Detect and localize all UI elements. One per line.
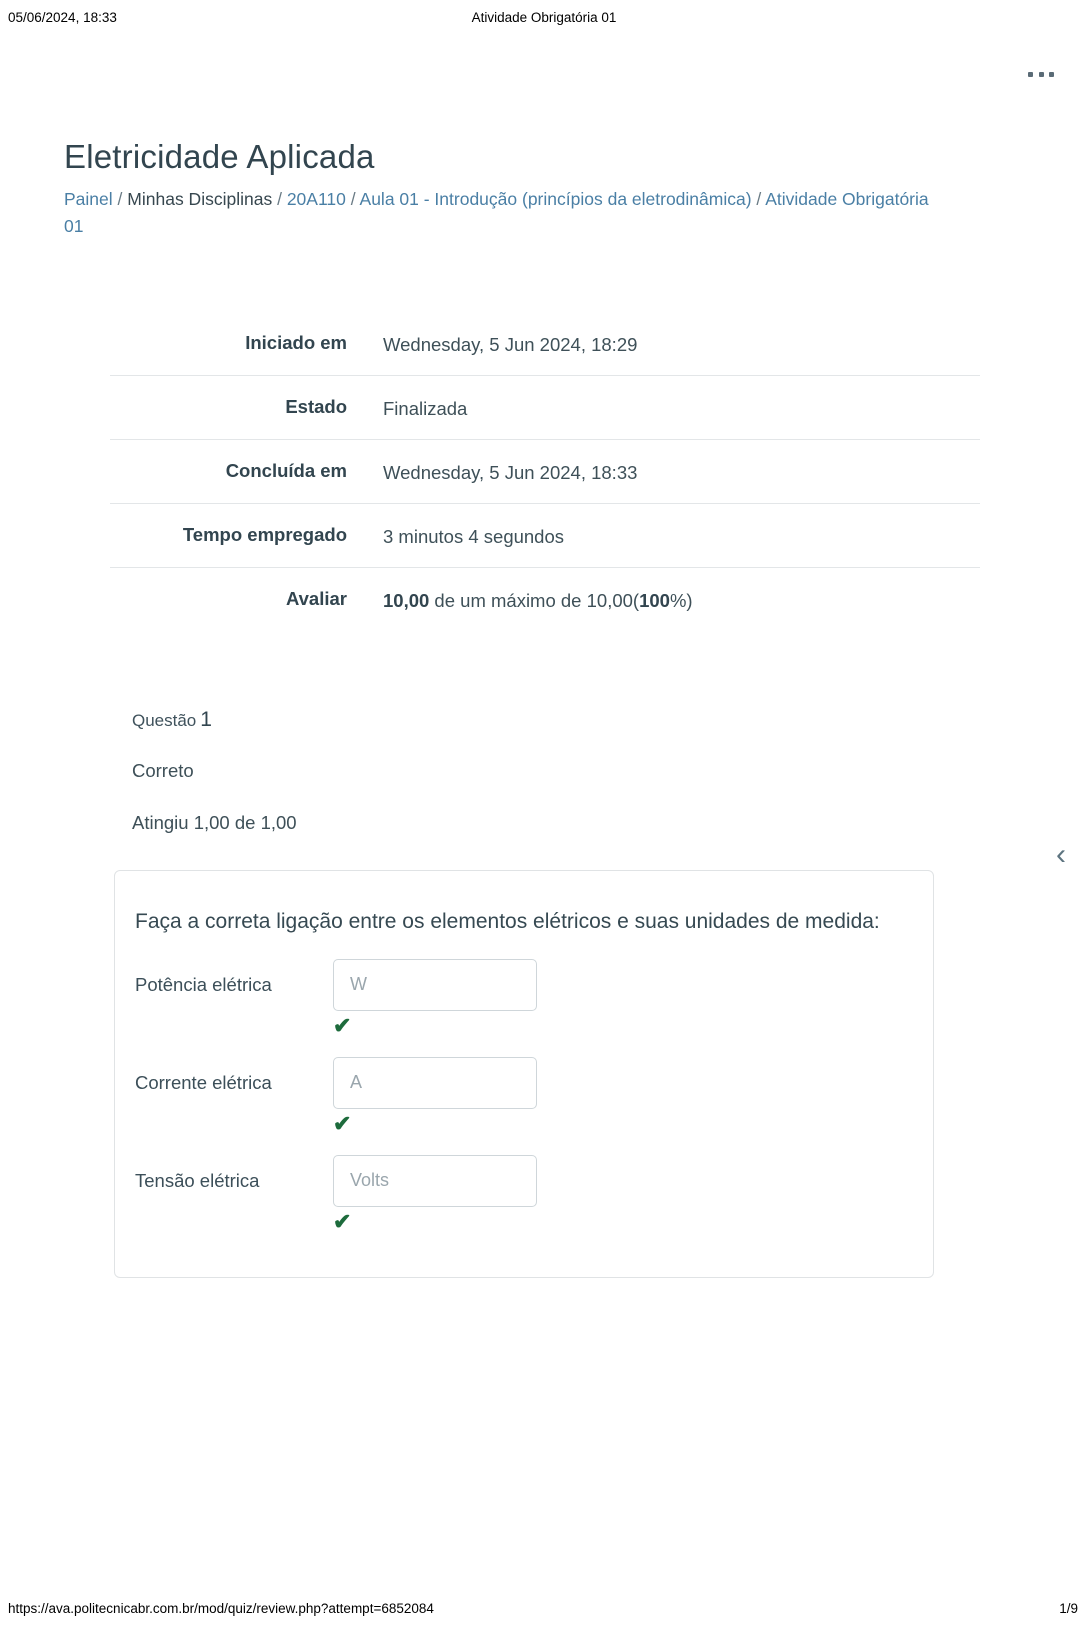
- match-select-tensao-eletrica[interactable]: Volts: [333, 1155, 537, 1207]
- check-icon: ✔: [333, 1110, 352, 1136]
- grade-score: 10,00: [383, 589, 430, 611]
- breadcrumb-item-painel[interactable]: Painel: [64, 189, 113, 209]
- question-text: Faça a correta ligação entre os elementos elétricos e suas unidades de medida:: [135, 910, 880, 934]
- summary-label-concluida-em: Concluída em: [225, 459, 347, 481]
- breadcrumb-item-aula-01[interactable]: Aula 01 - Introdução (princípios da eletrodinâmica): [359, 189, 752, 209]
- summary-label-tempo-empregado: Tempo empregado: [182, 523, 347, 545]
- table-row: [110, 376, 980, 440]
- grade-suffix-text: %): [669, 589, 693, 611]
- grade-middle-text: de um máximo de 10,00(: [429, 589, 640, 611]
- match-feedback-corrente-eletrica: [333, 1109, 909, 1139]
- check-icon: ✔: [333, 1208, 352, 1234]
- attempt-summary-table: [110, 312, 980, 630]
- summary-label-estado: Estado: [285, 396, 347, 418]
- table-row: [110, 567, 980, 630]
- match-feedback-potencia-eletrica: [333, 1011, 909, 1041]
- breadcrumb-separator: /: [350, 189, 356, 209]
- summary-value-iniciado-em: Wednesday, 5 Jun 2024, 18:29: [383, 334, 638, 356]
- question-label: [132, 708, 1024, 732]
- print-header-datetime: 05/06/2024, 18:33: [8, 9, 117, 25]
- more-actions-icon[interactable]: [1028, 64, 1054, 84]
- question-number: 1: [200, 708, 212, 732]
- summary-label-iniciado-em: Iniciado em: [245, 332, 347, 354]
- match-row-potencia-eletrica: [135, 959, 909, 1011]
- match-term-label: Potência elétrica: [135, 973, 272, 995]
- grade-percent: 100: [639, 589, 670, 611]
- table-row: [110, 312, 980, 375]
- print-header-title: Atividade Obrigatória 01: [471, 9, 617, 25]
- match-term-label: Tensão elétrica: [135, 1169, 260, 1191]
- match-term-label: Corrente elétrica: [135, 1071, 272, 1093]
- summary-value-estado: Finalizada: [383, 398, 468, 420]
- match-row-tensao-eletrica: [135, 1155, 909, 1207]
- summary-value-avaliar: [365, 567, 980, 630]
- match-select-corrente-eletrica[interactable]: A: [333, 1057, 537, 1109]
- breadcrumb-separator: /: [277, 189, 282, 209]
- question-header: [132, 708, 1024, 834]
- print-footer-url: https://ava.politecnicabr.com.br/mod/quiz/review.php?attempt=6852084: [8, 1600, 434, 1616]
- breadcrumb-item-atividade-obrigatoria-01[interactable]: Atividade Obrigatória 01: [64, 189, 929, 237]
- table-row: [110, 503, 980, 567]
- breadcrumb-item-20a110[interactable]: 20A110: [286, 189, 346, 209]
- breadcrumb: [64, 186, 944, 240]
- check-icon: ✔: [333, 1012, 352, 1038]
- print-footer: [0, 1591, 1088, 1625]
- question-state: Correto: [132, 760, 194, 782]
- match-row-corrente-eletrica: [135, 1057, 909, 1109]
- summary-label-avaliar: Avaliar: [285, 587, 347, 609]
- summary-value-tempo-empregado: 3 minutos 4 segundos: [383, 525, 565, 547]
- page-content: [0, 34, 1088, 1591]
- print-header: [0, 0, 1088, 34]
- page-title: Eletricidade Aplicada: [64, 138, 375, 175]
- table-row: [110, 439, 980, 503]
- match-select-potencia-eletrica[interactable]: W: [333, 959, 537, 1011]
- chevron-left-icon[interactable]: ‹: [1056, 838, 1066, 871]
- breadcrumb-item-minhas-disciplinas: Minhas Disciplinas: [127, 189, 273, 209]
- print-footer-page: 1/9: [1059, 1600, 1078, 1616]
- match-feedback-tensao-eletrica: [333, 1207, 909, 1237]
- breadcrumb-separator: /: [117, 189, 123, 209]
- breadcrumb-separator: /: [756, 189, 762, 209]
- question-answer-card: [114, 870, 934, 1278]
- question-label-text: Questão: [132, 711, 197, 731]
- summary-value-concluida-em: Wednesday, 5 Jun 2024, 18:33: [383, 461, 638, 483]
- question-grade: Atingiu 1,00 de 1,00: [132, 812, 297, 834]
